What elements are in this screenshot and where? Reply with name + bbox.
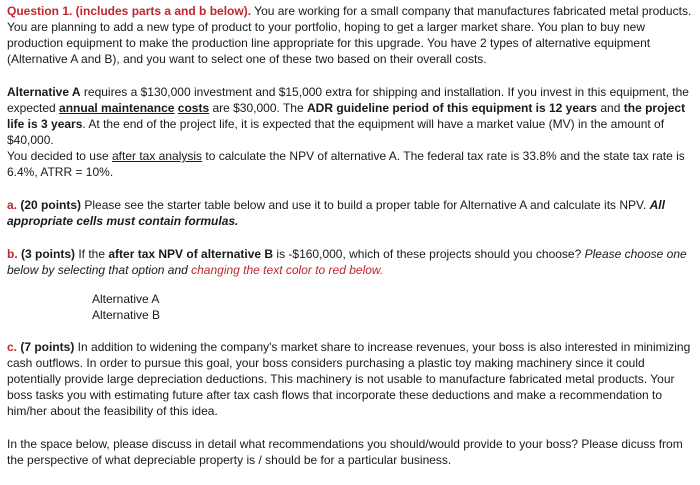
adr-guideline-text: ADR guideline period of this equipment is 12 years — [306, 101, 598, 115]
part-b-label: b. — [7, 247, 18, 261]
tax-paragraph: You decided to use after tax analysis to calculate the NPV of alternative A. The federal tax rate is 33.8% and the state tax rate is 6.4%, ATRR = 10%. — [7, 149, 685, 179]
alternative-b-npv-text: after tax NPV of alternative B — [108, 247, 274, 261]
annual-maintenance-text: annual maintenance — [59, 101, 175, 115]
costs-text: costs — [177, 101, 210, 115]
question-1-text: You are working for a small company that manufactures fabricated metal products. You are planning to add a new type of product to your portfolio, hoping to get a larger market share. You plan to buy new production equipment to make the production line appropriate for this upgrade. You have 2 types of alternative equipment (Alternative A and B), and you want to select one of these two based on their overall costs. — [7, 4, 692, 66]
red-instruction-text: changing the text color to red below. — [191, 263, 384, 277]
question-1-heading: Question 1. (includes parts a and b below). — [7, 4, 252, 18]
part-c-label: c. — [7, 340, 18, 354]
alternative-a-paragraph: Alternative A requires a $130,000 investment and $15,000 extra for shipping and installation. If you invest in this equipment, the expected annual maintenance costs are $30,000. The ADR guideline period of this equipment is 12 years and the project life is 3 years. At the end of the project life, it is expected that the equipment will have a market value (MV) in the amount of $40,000. — [7, 85, 689, 147]
part-b-points: (3 points) — [17, 247, 75, 261]
part-a-paragraph: a. (20 points) Please see the starter table below and use it to build a proper table for Alternative A and calculate its NPV. All appropriate cells must contain formulas. — [7, 198, 665, 228]
alternative-a-label: Alternative A — [7, 85, 81, 99]
part-a-emphasis: All appropriate cells must contain formulas. — [7, 198, 665, 228]
question-1-intro — [7, 3, 695, 67]
closing-paragraph: In the space below, please discuss in detail what recommendations you should/would provide to your boss? Please dicuss from the perspective of what depreciable property is / should be for a particular business. — [7, 437, 683, 467]
after-tax-analysis-text: after tax analysis — [111, 149, 203, 163]
part-a-points: (20 points) — [17, 198, 82, 212]
option-alternative-b[interactable]: Alternative B — [92, 308, 161, 322]
part-c-points: (7 points) — [17, 340, 75, 354]
part-a-label: a. — [7, 198, 18, 212]
part-b-paragraph: b. (3 points) If the after tax NPV of alternative B is -$160,000, which of these projects should you choose? Please choose one below by selecting that option and changing the text color to red below. — [7, 247, 687, 277]
part-c-paragraph: c. (7 points) In addition to widening the company's market share to increase revenues, your boss is also interested in minimizing cash outflows. In order to pursue this goal, your boss considers purchasing a plastic toy making machinery since it could potentially provide large depreciation deductions. This machinery is not usable to manufacture fabricated metal products. Your boss tasks you with estimating future after tax cash flows that incorporate these deductions and make a recommendation to him/her about the feasibility of this idea. — [7, 340, 691, 418]
project-life-text: the project life is 3 years — [7, 101, 686, 131]
option-alternative-a[interactable]: Alternative A — [92, 292, 160, 306]
